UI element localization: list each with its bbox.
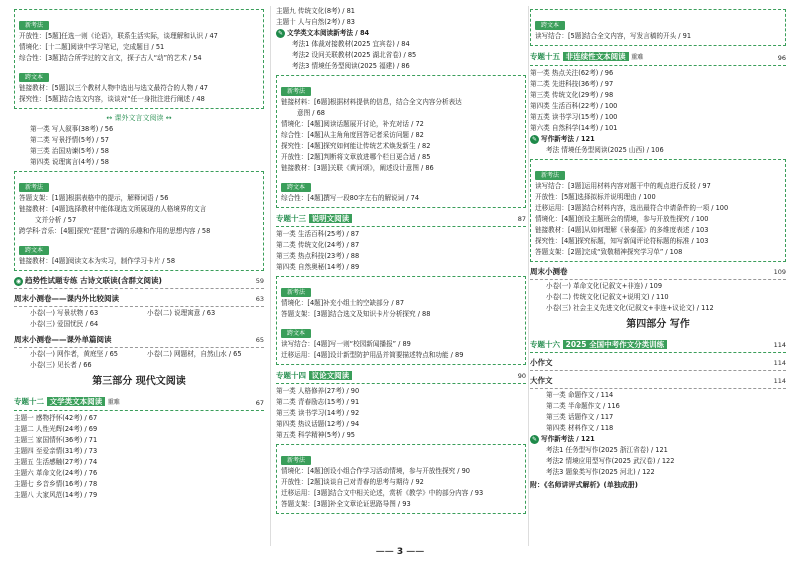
- small-essay[interactable]: 小作文 114: [530, 356, 786, 371]
- list-item[interactable]: 跨学科·音乐：[4题]探究“琵琶”音调的乐趣和作用的思想内容 / 58: [19, 227, 211, 235]
- part-title: 第三部分 现代文阅读: [92, 376, 186, 387]
- new-method-box-4: [276, 276, 526, 365]
- list-item[interactable]: 小卷(二) 网题材，自然山水 / 65: [147, 350, 242, 358]
- appendix[interactable]: 附：《名师讲评式解析》(单独成册): [530, 481, 638, 489]
- list-item[interactable]: 第一类 生活百科(25考) / 87: [276, 230, 360, 238]
- list-item[interactable]: 综合性：[3题]结合所学过的文言文，探子古人“动”的艺术 / 54: [19, 54, 202, 62]
- list-item[interactable]: 第二类 青春励志(15考) / 91: [276, 398, 360, 406]
- list-item[interactable]: 探究性：[4题]探究如何能让传统艺术焕发新生 / 82: [281, 142, 431, 150]
- list-item[interactable]: 主题八 大家风范(14考) / 79: [14, 491, 98, 499]
- big-essay[interactable]: 大作文 114: [530, 374, 786, 389]
- list-item[interactable]: 第二类 半命题作文 / 116: [546, 402, 620, 410]
- new-method-box-3: [276, 75, 526, 208]
- list-item[interactable]: 考法2 情境应用型写作(2025 武汉卷) / 122: [546, 457, 675, 465]
- new-method-box-5: [276, 444, 526, 514]
- list-item[interactable]: 考法 情境任务型阅读(2025 山西) / 106: [546, 146, 664, 154]
- list-item[interactable]: 主题九 传统文化(8考) / 81: [276, 7, 355, 15]
- new-method-box-7: [530, 159, 786, 262]
- list-item[interactable]: 第三类 传统文化(29考) / 98: [530, 91, 614, 99]
- list-item[interactable]: 主题七 乡音乡情(16考) / 78: [14, 480, 98, 488]
- list-item[interactable]: 考法3 情境任务型阅读(2025 福建) / 86: [292, 62, 410, 70]
- topic-13-header[interactable]: 专题十三 说明文阅读 87: [276, 212, 526, 227]
- list-item[interactable]: 考法1 体裁对接教材(2025 宜宾卷) / 84: [292, 40, 410, 48]
- list-item[interactable]: 第五类 科学精神(5考) / 95: [276, 431, 355, 439]
- tag-new-method: 新考法: [19, 21, 49, 30]
- tag-new-method: 新考法: [281, 288, 311, 297]
- list-item[interactable]: 小卷(一) 革命文化(记叙文+非连) / 109: [546, 282, 663, 290]
- pen-icon: ✎: [531, 135, 538, 143]
- list-item[interactable]: 开放性：[2题]谈谈自己对青春的思考与期待 / 92: [281, 478, 424, 486]
- write-new-heading[interactable]: ✎ 写作新考法 / 121: [531, 435, 595, 443]
- column-divider: [528, 6, 529, 546]
- list-item[interactable]: 第三类 治国劝谏(5考) / 58: [30, 147, 109, 155]
- weekly-test-2[interactable]: 周末小测卷——课外单篇阅读 65: [14, 333, 264, 348]
- list-item[interactable]: 小卷(一) 网作者，黄庭坚 / 65: [30, 350, 118, 358]
- list-item[interactable]: 第一类 人格修养(27考) / 90: [276, 387, 360, 395]
- new-method-box-1: [14, 9, 264, 109]
- tag-cross-text: 跨文本: [19, 73, 49, 82]
- weekly-test-3[interactable]: 周末小测卷 109: [530, 265, 786, 280]
- list-item[interactable]: 情境化：[4题]创设主题班会的情境，参与开放性探究 / 100: [535, 215, 709, 223]
- list-item[interactable]: 链接教材：[4题]从如何理解《景泰蓝》的多维度表述 / 103: [535, 226, 709, 234]
- list-item[interactable]: 探究性：[4题]探究标题，知写新闻评论符标题的标准 / 103: [535, 237, 709, 245]
- list-item[interactable]: 第一类 热点关注(62考) / 96: [530, 69, 614, 77]
- list-item[interactable]: 答题支架：[2题]完成“致敬精神探究学习单” / 108: [535, 248, 683, 256]
- list-item[interactable]: 综合性：[4题]从主角角度回答记者采访问题 / 82: [281, 131, 424, 139]
- list-item[interactable]: 链接教材：[3题]关联《黄河颂》，阐述设计意图 / 86: [281, 164, 434, 172]
- list-item[interactable]: 情境化：[4题]补充小组士的空缺部分 / 87: [281, 299, 405, 307]
- list-item[interactable]: 开放性：[2题]判断将文章放进哪个栏目更合适 / 85: [281, 153, 431, 161]
- list-item[interactable]: 第五类 读书学习(15考) / 100: [530, 113, 618, 121]
- list-item[interactable]: 第四类 自然奥秘(14考) / 89: [276, 263, 360, 271]
- trend-section[interactable]: ◉ 趋势性试题专练 古诗文联读(含群文阅读) 59: [14, 274, 264, 289]
- list-item[interactable]: 情境化：[4题]阅读话题展开讨论，补充对话 / 72: [281, 120, 424, 128]
- column-3: [530, 6, 786, 492]
- new-method-box-2: [14, 171, 264, 271]
- list-item[interactable]: 小卷(三) 见长者 / 66: [30, 361, 92, 369]
- list-item[interactable]: 答题支架：[1题]根据表格中的提示，解释词语 / 56: [19, 194, 169, 202]
- topic-16-header[interactable]: 专题十六 2025 全国中考作文分类训练 114: [530, 338, 786, 353]
- list-item[interactable]: 迁移运用：[3题]结合材料内容，选出最符合申请条件的一项 / 100: [535, 204, 729, 212]
- list-item[interactable]: 迁移运用：[3题]结合文中相关论述，赏析《教学》中的部分内容 / 93: [281, 489, 484, 497]
- list-item[interactable]: 第四类 生活百科(22考) / 100: [530, 102, 618, 110]
- list-item[interactable]: 主题四 至爱亲情(31考) / 73: [14, 447, 98, 455]
- list-item[interactable]: 小卷(二) 说理寓意 / 63: [147, 309, 216, 317]
- list-item[interactable]: 第二类 先进科技(36考) / 97: [530, 80, 614, 88]
- list-item[interactable]: 第二类 写景抒情(5考) / 57: [30, 136, 109, 144]
- list-item[interactable]: 第一类 写人叙事(38考) / 56: [30, 125, 114, 133]
- list-item[interactable]: 第二类 传统文化(24考) / 87: [276, 241, 360, 249]
- list-item[interactable]: 第四类 说理寓言(4考) / 58: [30, 158, 109, 166]
- list-item[interactable]: 考法3 题象类写作(2025 河北) / 122: [546, 468, 655, 476]
- list-item[interactable]: 主题一 感物抒怀(42考) / 67: [14, 414, 98, 422]
- list-item[interactable]: 第四类 热议话题(12考) / 94: [276, 420, 360, 428]
- eye-icon: ◉: [15, 277, 22, 285]
- list-item[interactable]: 考法1 任务型写作(2025 浙江省卷) / 121: [546, 446, 668, 454]
- list-item[interactable]: 链接材料：[6题]根据材料提供的信息，结合全文内容分析表达: [281, 98, 462, 106]
- list-item[interactable]: 主题三 家国情怀(36考) / 71: [14, 436, 98, 444]
- column-1: [14, 6, 264, 501]
- list-item[interactable]: 开放性：[5题]任选一则《论语》，联系生活实际，谈理解和认识 / 47: [19, 32, 218, 40]
- column-2: [276, 6, 526, 517]
- list-item[interactable]: 第四类 材料作文 / 118: [546, 424, 614, 432]
- list-item[interactable]: 读写结合：[4题]写一则“校园新闻播报” / 89: [281, 340, 411, 348]
- list-item[interactable]: 情境化：[十二题]阅读中学习笔记，完成题目 / 51: [19, 43, 165, 51]
- pen-icon: ✎: [531, 435, 538, 443]
- list-item[interactable]: 意图 / 68: [297, 109, 325, 117]
- tag-new-method: 新考法: [281, 456, 311, 465]
- new-method-box-6: [530, 9, 786, 46]
- list-item[interactable]: 主题六 革命文化(24考) / 76: [14, 469, 98, 477]
- list-item[interactable]: 读写结合：[5题]结合全文内容，写发言稿的开头 / 91: [535, 32, 692, 40]
- new-exam-heading[interactable]: ✎ 文学类文本阅读新考法 / 84: [277, 29, 370, 37]
- tag-new-method: 新考法: [19, 183, 49, 192]
- list-item[interactable]: 第三类 读书学习(14考) / 92: [276, 409, 360, 417]
- list-item[interactable]: 链接教材：[5题]以三个教材人物中选出与选文最符合的人物 / 47: [19, 84, 208, 92]
- list-item[interactable]: 小卷(二) 传统文化(记叙文+说明文) / 110: [546, 293, 669, 301]
- list-item[interactable]: 小卷(一) 写景状物 / 63: [30, 309, 99, 317]
- list-item[interactable]: 迁移运用：[4题]设计新型防护用品并简要描述特点和功能 / 89: [281, 351, 464, 359]
- list-item[interactable]: 第六类 自然科学(14考) / 101: [530, 124, 618, 132]
- list-item[interactable]: 链接教材：[4题]选择教材中能体现选文所展现的人格境界的文言: [19, 205, 207, 213]
- tag-new-method: 新考法: [281, 87, 311, 96]
- weekly-test-1[interactable]: 周末小测卷——课内外比较阅读 63: [14, 292, 264, 307]
- tag-new-method: 新考法: [535, 171, 565, 180]
- list-item[interactable]: 第三类 话题作文 / 117: [546, 413, 614, 421]
- list-item[interactable]: 探究性：[5题]结合选文内容，谈谈对“任一身批注进行阐述 / 48: [19, 95, 205, 103]
- part-title: 第四部分 写作: [626, 319, 690, 330]
- tag-cross-text: 跨文本: [535, 21, 565, 30]
- list-item[interactable]: 主题五 生活感触(27考) / 74: [14, 458, 98, 466]
- list-item[interactable]: 第三类 热点科技(23考) / 88: [276, 252, 360, 260]
- list-item[interactable]: 文并分析 / 57: [35, 216, 77, 224]
- list-item[interactable]: 小卷(三) 社会主义先进文化(记叙文+非连+议论文) / 112: [546, 304, 714, 312]
- new-exam-heading[interactable]: ✎ 写作新考法 / 121: [531, 135, 595, 143]
- list-item[interactable]: 主题十 人与自然(2考) / 83: [276, 18, 355, 26]
- list-item[interactable]: 第一类 命题作文 / 114: [546, 391, 614, 399]
- section-subhead: ↔ 课外文言文阅读 ↔: [106, 114, 172, 122]
- topic-14-header[interactable]: 专题十四 议论文阅读 90: [276, 369, 526, 384]
- tag-cross-text: 跨文本: [281, 183, 311, 192]
- pen-icon: ✎: [277, 29, 284, 37]
- page-number: —— 3 ——: [375, 547, 425, 557]
- topic-12-header[interactable]: 专题十二 文学类文本阅读 重难 67: [14, 395, 264, 411]
- list-item[interactable]: 综合性：[4题]撰写一段80字左右的解说词 / 74: [281, 194, 420, 202]
- list-item[interactable]: 答题支架：[3题]补全文章论证思路导图 / 93: [281, 500, 411, 508]
- tag-cross-text: 跨文本: [19, 246, 49, 255]
- column-divider: [270, 6, 271, 546]
- topic-15-header[interactable]: 专题十五 非连续性文本阅读 重难 96: [530, 50, 786, 66]
- list-item[interactable]: 读写结合：[3题]运用材料内容对题干中的观点进行反驳 / 97: [535, 182, 711, 190]
- list-item[interactable]: 情境化：[4题]创设小组合作学习活动情境，参与开放性探究 / 90: [281, 467, 470, 475]
- tag-cross-text: 跨文本: [281, 329, 311, 338]
- list-item[interactable]: 开放性：[5题]选择拟标并说明理由 / 100: [535, 193, 656, 201]
- list-item[interactable]: 链接教材：[4题]阅读文本为实习，制作学习卡片 / 58: [19, 257, 176, 265]
- list-item[interactable]: 答题支架：[3题]结合选文及知识卡片分析探究 / 88: [281, 310, 431, 318]
- list-item[interactable]: 考法2 设问关联教材(2025 湖北省卷) / 85: [292, 51, 417, 59]
- list-item[interactable]: 小卷(三) 爱国忧民 / 64: [30, 320, 99, 328]
- list-item[interactable]: 主题二 人性光辉(24考) / 69: [14, 425, 98, 433]
